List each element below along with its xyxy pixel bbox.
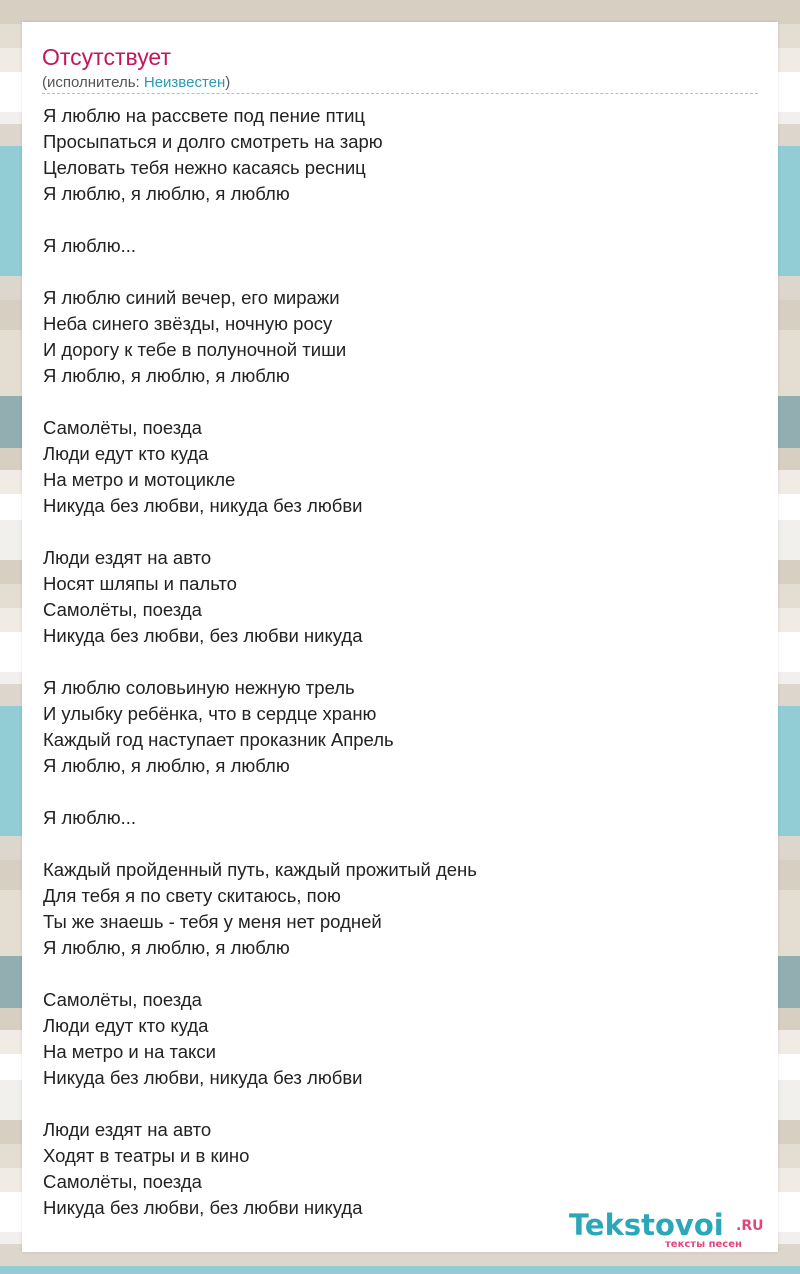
lyric-line: Я люблю, я люблю, я люблю	[43, 937, 290, 958]
lyric-line: Люди ездят на авто	[43, 547, 212, 568]
lyric-line: Люди едут кто куда	[43, 443, 209, 464]
stanza-gap	[43, 519, 477, 545]
lyric-line: Для тебя я по свету скитаюсь, пою	[43, 885, 341, 906]
lyric-line: Никуда без любви, без любви никуда	[43, 625, 363, 646]
artist-line	[42, 74, 230, 92]
artist-link[interactable]: Неизвестен	[143, 74, 226, 91]
lyric-line: Неба синего звёзды, ночную росу	[43, 313, 333, 334]
lyric-line: Никуда без любви, никуда без любви	[43, 1067, 363, 1088]
lyric-line: Я люблю соловьиную нежную трель	[43, 677, 355, 698]
lyric-line: И дорогу к тебе в полуночной тиши	[43, 339, 347, 360]
lyric-line: Носят шляпы и пальто	[43, 573, 237, 594]
lyric-line: Самолёты, поезда	[43, 989, 202, 1010]
lyric-line: Я люблю...	[43, 807, 137, 828]
lyric-line: На метро и на такси	[43, 1041, 216, 1062]
lyric-line: Я люблю, я люблю, я люблю	[43, 755, 290, 776]
lyric-line: И улыбку ребёнка, что в сердце храню	[43, 703, 377, 724]
logo-tld: .RU	[736, 1218, 764, 1234]
lyric-line: Я люблю на рассвете под пение птиц	[43, 105, 365, 126]
lyric-line: Самолёты, поезда	[43, 417, 202, 438]
site-logo[interactable]	[569, 1208, 779, 1252]
stanza-gap	[43, 649, 477, 675]
stanza-gap	[43, 207, 477, 233]
song-title: Отсутствует	[42, 44, 171, 70]
artist-suffix: )	[225, 74, 231, 91]
lyric-line: Самолёты, поезда	[43, 599, 202, 620]
lyric-line: На метро и мотоцикле	[43, 469, 236, 490]
stanza-gap	[43, 1091, 477, 1117]
lyric-line: Никуда без любви, никуда без любви	[43, 495, 363, 516]
lyric-line: Я люблю, я люблю, я люблю	[43, 365, 290, 386]
lyric-line: Самолёты, поезда	[43, 1171, 202, 1192]
lyric-line: Каждый год наступает проказник Апрель	[43, 729, 394, 750]
lyric-line: Я люблю синий вечер, его миражи	[43, 287, 340, 308]
artist-prefix: (исполнитель:	[42, 74, 144, 91]
lyric-line: Ты же знаешь - тебя у меня нет родней	[43, 911, 382, 932]
lyric-line: Я люблю, я люблю, я люблю	[43, 183, 290, 204]
lyric-line: Целовать тебя нежно касаясь ресниц	[43, 157, 366, 178]
lyric-line: Просыпаться и долго смотреть на зарю	[43, 131, 383, 152]
lyric-line: Люди ездят на авто	[43, 1119, 212, 1140]
lyrics-text	[43, 103, 477, 1221]
lyric-line: Люди едут кто куда	[43, 1015, 209, 1036]
lyric-line: Каждый пройденный путь, каждый прожитый день	[43, 859, 477, 880]
logo-tagline: тексты песен	[665, 1239, 742, 1250]
lyrics-card	[22, 22, 778, 1252]
stanza-gap	[43, 779, 477, 805]
stanza-gap	[43, 259, 477, 285]
lyric-line: Я люблю...	[43, 235, 137, 256]
logo-word: Tekstovoi	[569, 1208, 724, 1242]
title-divider	[42, 93, 758, 94]
stanza-gap	[43, 831, 477, 857]
stanza-gap	[43, 961, 477, 987]
lyric-line: Ходят в театры и в кино	[43, 1145, 250, 1166]
stanza-gap	[43, 389, 477, 415]
lyric-line: Никуда без любви, без любви никуда	[43, 1197, 363, 1218]
